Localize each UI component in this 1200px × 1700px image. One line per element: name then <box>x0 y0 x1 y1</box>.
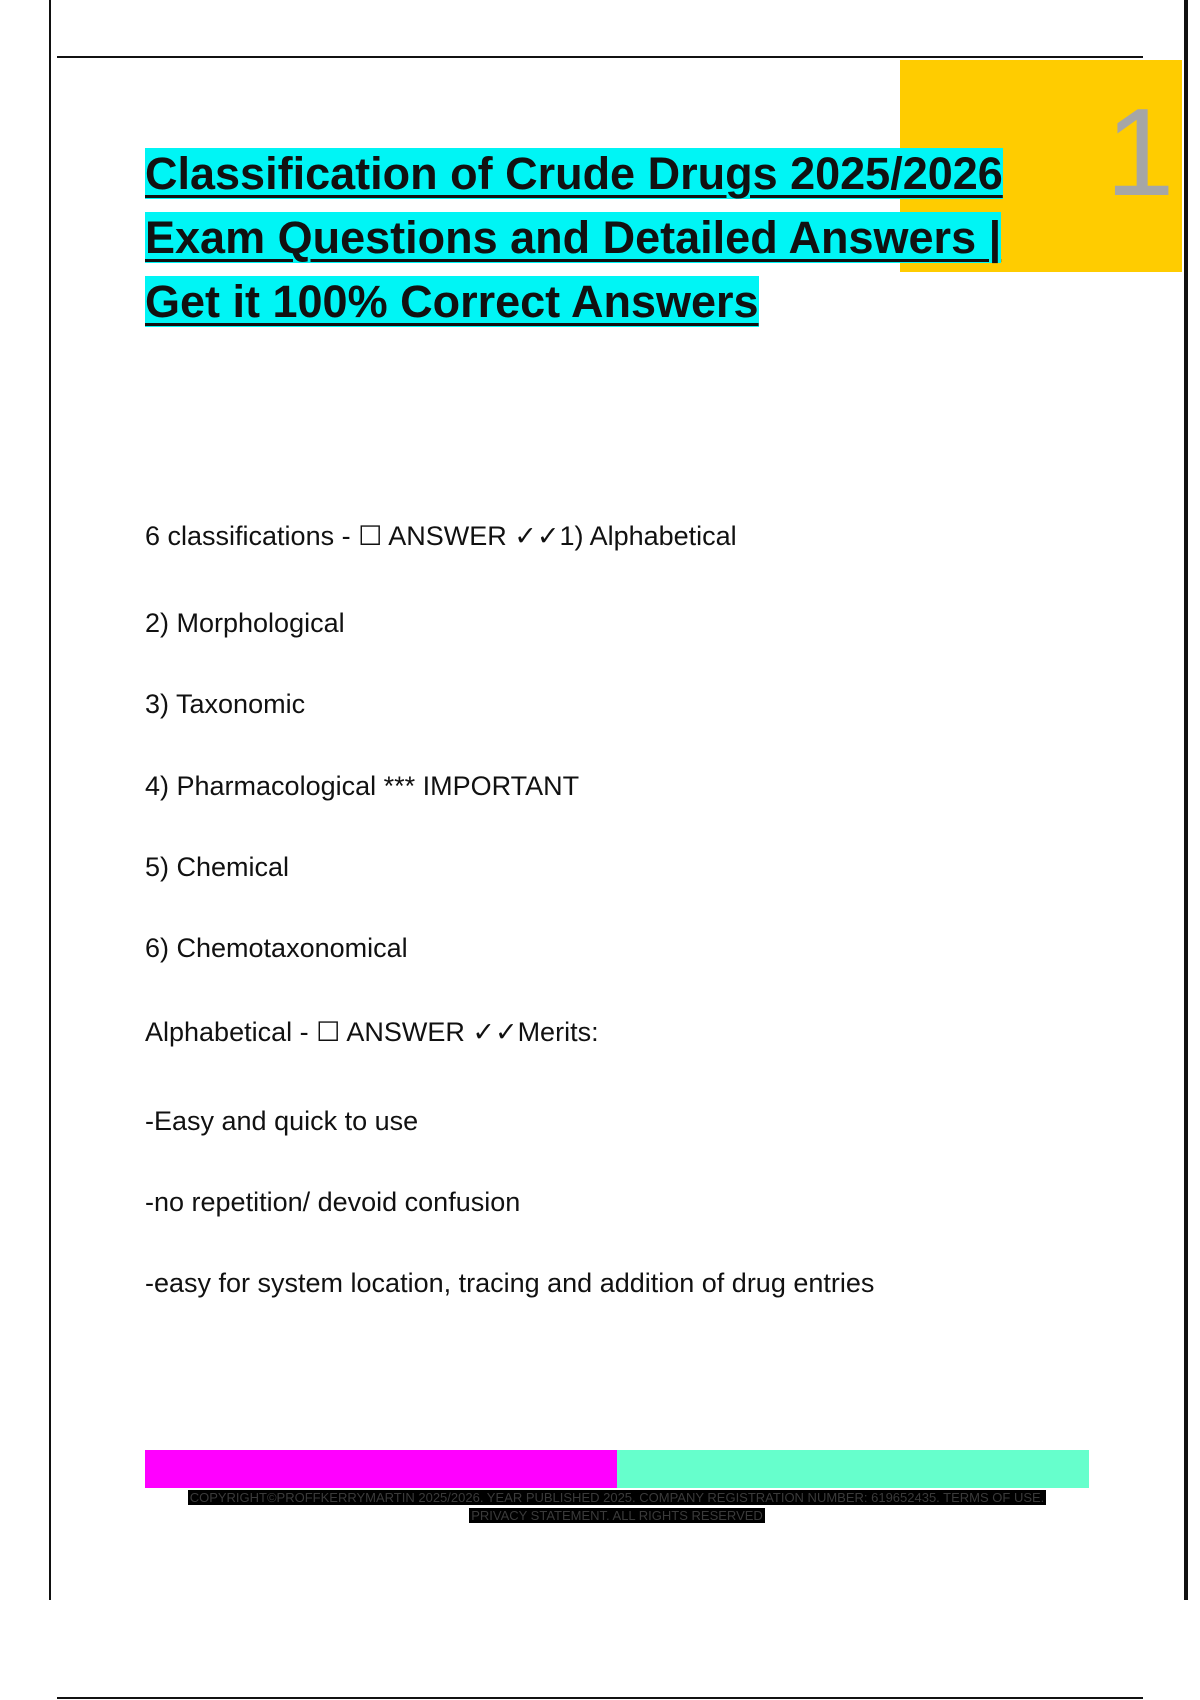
answer-item: 4) Pharmacological *** IMPORTANT <box>145 771 580 801</box>
title-line: Exam Questions and Detailed Answers | <box>145 212 1002 263</box>
answer-item: 6) Chemotaxonomical <box>145 933 408 963</box>
answer-item: -Easy and quick to use <box>145 1106 419 1136</box>
copyright-line: PRIVACY STATEMENT. ALL RIGHTS RESERVED <box>471 1508 763 1523</box>
question-answer-line: 6 classifications - ☐ ANSWER ✓✓1) Alphabetical <box>145 521 737 551</box>
footer-bar-teal <box>617 1450 1089 1488</box>
answer-item: 3) Taxonomic <box>145 689 306 719</box>
copyright-line: COPYRIGHT©PROFFKERRYMARTIN 2025/2026. YEAR PUBLISHED 2025. COMPANY REGISTRATION NUMBER: 619652435. TERMS OF USE. <box>189 1490 1045 1505</box>
copyright-notice <box>145 1489 1089 1525</box>
document-title <box>145 142 1085 334</box>
answer-item: -no repetition/ devoid confusion <box>145 1187 521 1217</box>
question-answer-line: Alphabetical - ☐ ANSWER ✓✓Merits: <box>145 1017 599 1047</box>
footer-color-bar <box>145 1450 1089 1488</box>
header-rule <box>57 56 1143 58</box>
answer-item: 5) Chemical <box>145 852 290 882</box>
footer-bar-magenta <box>145 1450 617 1488</box>
title-line: Get it 100% Correct Answers <box>145 276 759 327</box>
page-border-left <box>49 0 51 1600</box>
page-number: 1 <box>1105 84 1175 222</box>
footer-rule <box>57 1697 1143 1699</box>
page-border-right <box>1184 0 1188 1600</box>
answer-item: -easy for system location, tracing and addition of drug entries <box>145 1268 875 1298</box>
title-line: Classification of Crude Drugs 2025/2026 <box>145 148 1003 199</box>
answer-item: 2) Morphological <box>145 608 345 638</box>
